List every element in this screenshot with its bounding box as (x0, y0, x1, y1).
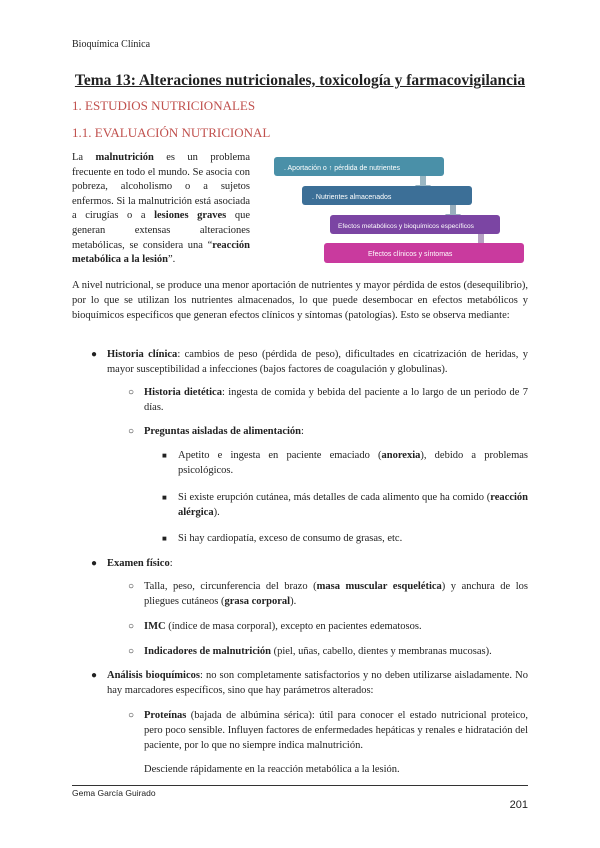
intro-paragraph: La malnutrición es un problema frecuente en todo el mundo. Se asocia con pobreza, alcoholismo o a sujetos enfermos. Si la malnutrición está asociada a cirugías o a lesiones graves que generan extensas alteraciones metabólicas, se considera una “reacción metabólica a la lesión”. (72, 152, 250, 266)
bullet-circle-icon: ○ (128, 426, 135, 437)
subsection-heading: 1.1. EVALUACIÓN NUTRICIONAL (72, 125, 271, 140)
diagram-step-2-label: . Nutrientes almacenados (312, 194, 392, 201)
section-heading: 1. ESTUDIOS NUTRICIONALES (72, 98, 256, 113)
bullet-filled-icon: ● (91, 349, 98, 360)
bullet-circle-icon: ○ (128, 581, 135, 592)
bullet-circle-icon: ○ (128, 387, 135, 398)
bullet-square-icon: ■ (162, 493, 167, 502)
term-malnutricion: malnutrición (95, 152, 154, 163)
bullet-square-icon: ■ (162, 451, 167, 460)
list-item: Examen físico: (107, 558, 173, 569)
list-item: Apetito e ingesta en paciente emaciado (anorexia), debido a problemas psicológicos. (178, 450, 528, 476)
term-lesiones-graves: lesiones graves (154, 210, 227, 222)
list-item: Análisis bioquímicos: no son completamente satisfactorios y no deben utilizarse aisladamente. No hay marcadores específicos, sino que hay parámetros alterados: (107, 670, 528, 696)
bullet-circle-icon: ○ (128, 621, 135, 632)
diagram-step-3-label: Efectos metabólicos y bioquímicos específicos (338, 223, 474, 230)
list-item: IMC (índice de masa corporal), excepto en pacientes edematosos. (144, 621, 422, 632)
list-item: Talla, peso, circunferencia del brazo (masa muscular esquelética) y anchura de los pliegues cutáneos (grasa corporal). (144, 581, 528, 607)
page-title: Tema 13: Alteraciones nutricionales, toxicología y farmacovigilancia (74, 72, 526, 89)
diagram-step-4-label: Efectos clínicos y síntomas (368, 251, 453, 258)
running-header: Bioquímica Clínica (72, 39, 151, 50)
list-item: Preguntas aisladas de alimentación: (144, 426, 304, 437)
list-item: Si existe erupción cutánea, más detalles de cada alimento que ha comido (reacción alérgica). (178, 492, 528, 518)
bullet-filled-icon: ● (91, 670, 98, 681)
page-number: 201 (509, 799, 528, 811)
list-item: Indicadores de malnutrición (piel, uñas, cabello, dientes y membranas mucosas). (144, 646, 492, 657)
list-item: Si hay cardiopatía, exceso de consumo de grasas, etc. (178, 533, 403, 544)
bullet-circle-icon: ○ (128, 710, 135, 721)
term-reaccion-metabolica: reacción metabólica a la lesión (72, 239, 250, 266)
body-paragraph: A nivel nutricional, se produce una menor aportación de nutrientes y mayor pérdida de estos (desequilibrio), por lo que se utilizan los nutrientes almacenados, lo que puede desembocar en efectos metabólicos y bioquímicos específicos que generan efectos clínicos y síntomas (patologías). Esto se observa mediante: (72, 280, 528, 321)
list-item: Proteínas (bajada de albúmina sérica): útil para conocer el estado nutricional proteico, pero poco sensible. Influyen factores de enfermedades hepáticas y renales e hidratación del paciente, por lo que no siempre indica malnutrición. (144, 710, 528, 751)
bullet-filled-icon: ● (91, 558, 98, 569)
nutrition-flow-diagram (260, 153, 528, 269)
list-item: Historia clínica: cambios de peso (pérdida de peso), dificultades en cicatrización de heridas, y mayor susceptibilidad a infecciones (bajos factores de coagulación y globulinas). (107, 349, 528, 375)
bullet-circle-icon: ○ (128, 646, 135, 657)
footer-author: Gema García Guirado (72, 788, 156, 798)
diagram-step-1-label: . Aportación o ↑ pérdida de nutrientes (284, 165, 400, 172)
list-item-continuation: Desciende rápidamente en la reacción metabólica a la lesión. (144, 764, 400, 775)
bullet-square-icon: ■ (162, 534, 167, 543)
footer-divider (72, 785, 528, 786)
list-item: Historia dietética: ingesta de comida y bebida del paciente a lo largo de un periodo de 7 días. (144, 387, 529, 413)
